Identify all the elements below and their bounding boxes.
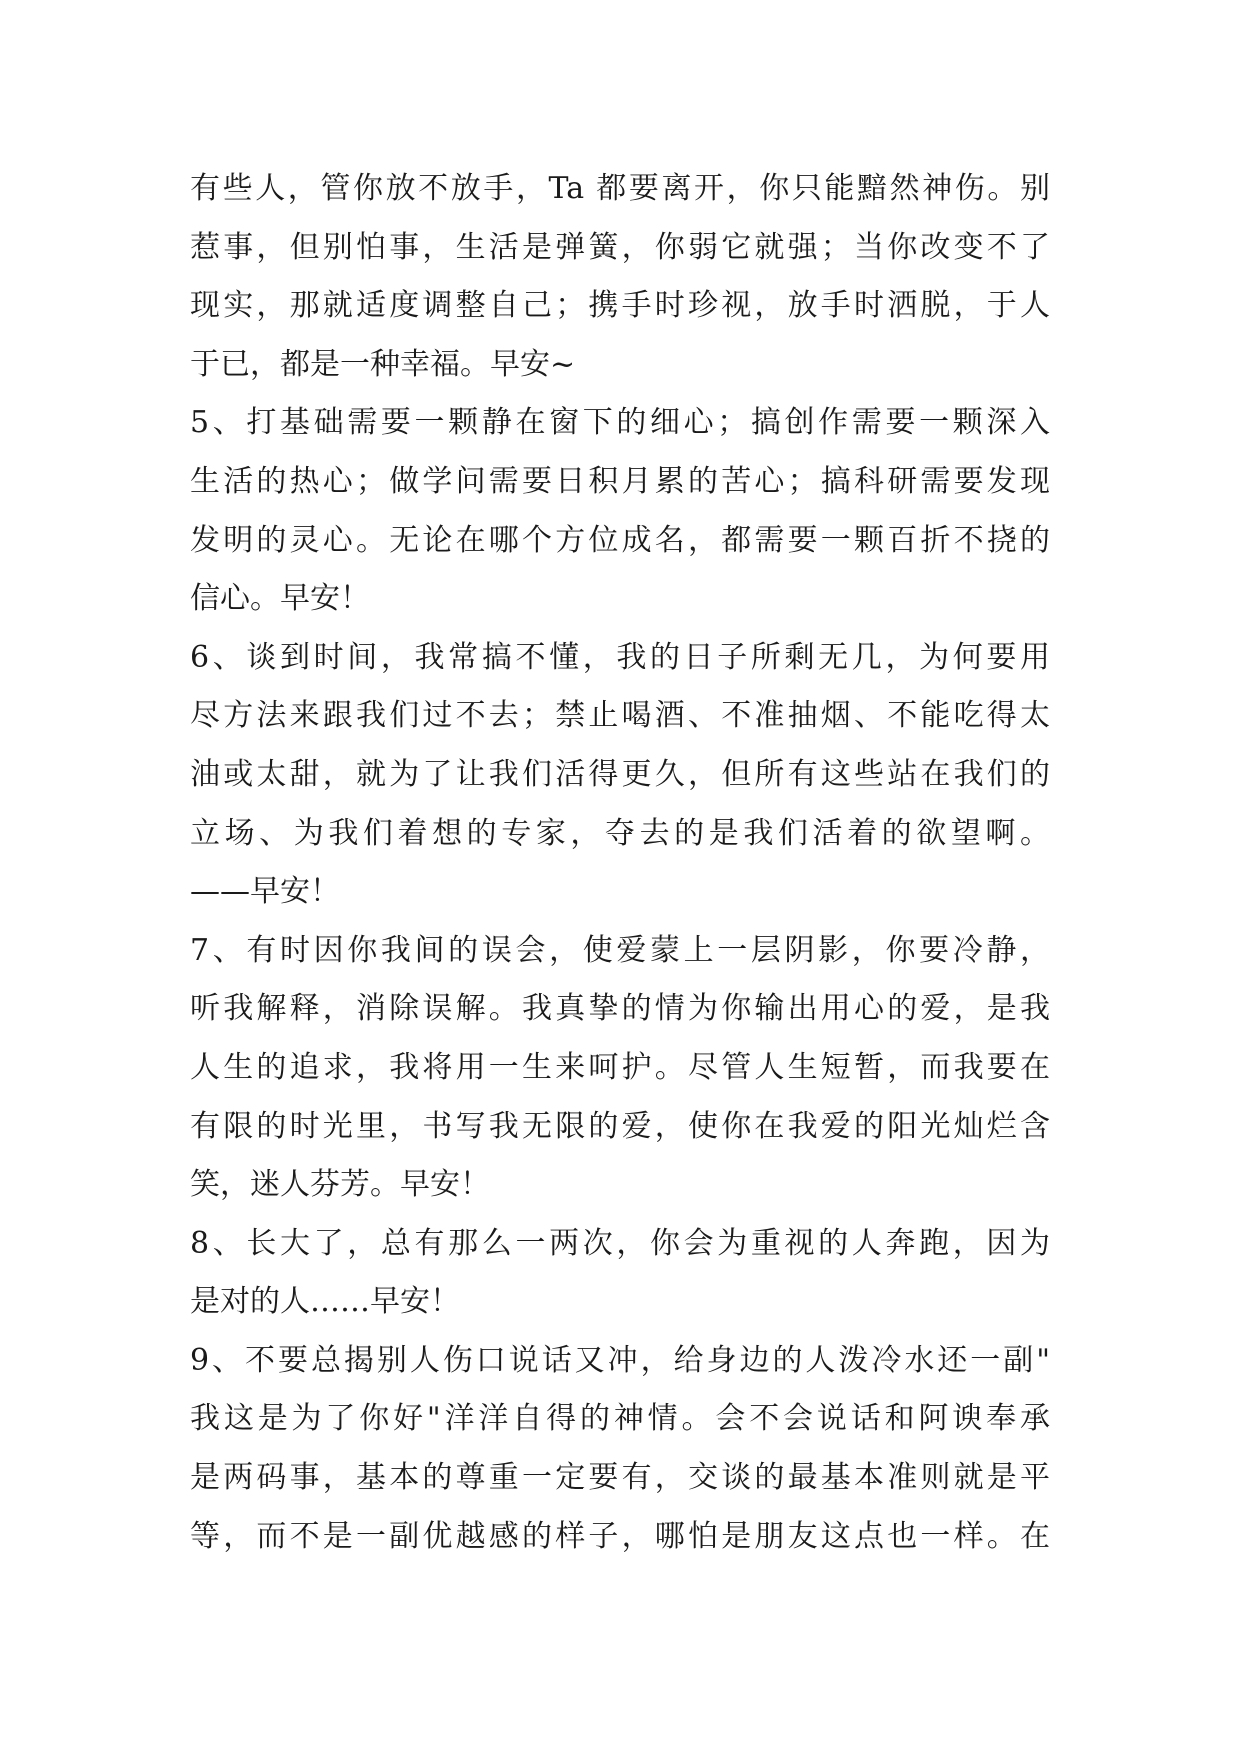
text-line: 信心。早安！ xyxy=(190,581,370,617)
text-line: 是两码事，基本的尊重一定要有，交谈的最基本准则就是平 xyxy=(190,1460,1050,1496)
text-line: 现实，那就适度调整自己；携手时珍视，放手时洒脱，于人 xyxy=(190,288,1050,324)
text-line: 等，而不是一副优越感的样子，哪怕是朋友这点也一样。在 xyxy=(190,1518,1050,1554)
text-line: 发明的灵心。无论在哪个方位成名，都需要一颗百折不挠的 xyxy=(190,522,1050,558)
text-line: 听我解释，消除误解。我真挚的情为你输出用心的爱，是我 xyxy=(190,991,1050,1027)
text-line: 有限的时光里，书写我无限的爱，使你在我爱的阳光灿烂含 xyxy=(190,1108,1050,1144)
text-line: 尽方法来跟我们过不去；禁止喝酒、不准抽烟、不能吃得太 xyxy=(190,698,1050,734)
text-line: 我这是为了你好"洋洋自得的神情。会不会说话和阿谀奉承 xyxy=(190,1401,1050,1437)
text-line: 人生的追求，我将用一生来呵护。尽管人生短暂，而我要在 xyxy=(190,1049,1050,1085)
document-body xyxy=(190,160,1050,1566)
text-line: 于已，都是一种幸福。早安~ xyxy=(190,346,576,382)
text-line: ——早安！ xyxy=(190,874,340,910)
text-line: 有些人，管你放不放手，Ta 都要离开，你只能黯然神伤。别 xyxy=(190,171,1050,206)
text-line: 生活的热心；做学问需要日积月累的苦心；搞科研需要发现 xyxy=(190,463,1050,499)
text-line: 立场、为我们着想的专家，夺去的是我们活着的欲望啊。 xyxy=(190,815,1050,851)
text-line: 9、不要总揭别人伤口说话又冲，给身边的人泼冷水还一副" xyxy=(190,1342,1050,1378)
text-line: 8、长大了，总有那么一两次，你会为重视的人奔跑，因为 xyxy=(190,1225,1050,1261)
text-line: 7、有时因你我间的误会，使爱蒙上一层阴影，你要冷静， xyxy=(190,932,1050,968)
text-line: 5、打基础需要一颗静在窗下的细心；搞创作需要一颗深入 xyxy=(190,405,1050,441)
text-line: 是对的人……早安！ xyxy=(190,1284,460,1320)
text-line: 笑，迷人芬芳。早安！ xyxy=(190,1167,490,1203)
text-line: 惹事，但别怕事，生活是弹簧，你弱它就强；当你改变不了 xyxy=(190,229,1050,265)
text-line: 6、谈到时间，我常搞不懂，我的日子所剩无几，为何要用 xyxy=(190,639,1050,675)
text-line: 油或太甜，就为了让我们活得更久，但所有这些站在我们的 xyxy=(190,756,1050,792)
